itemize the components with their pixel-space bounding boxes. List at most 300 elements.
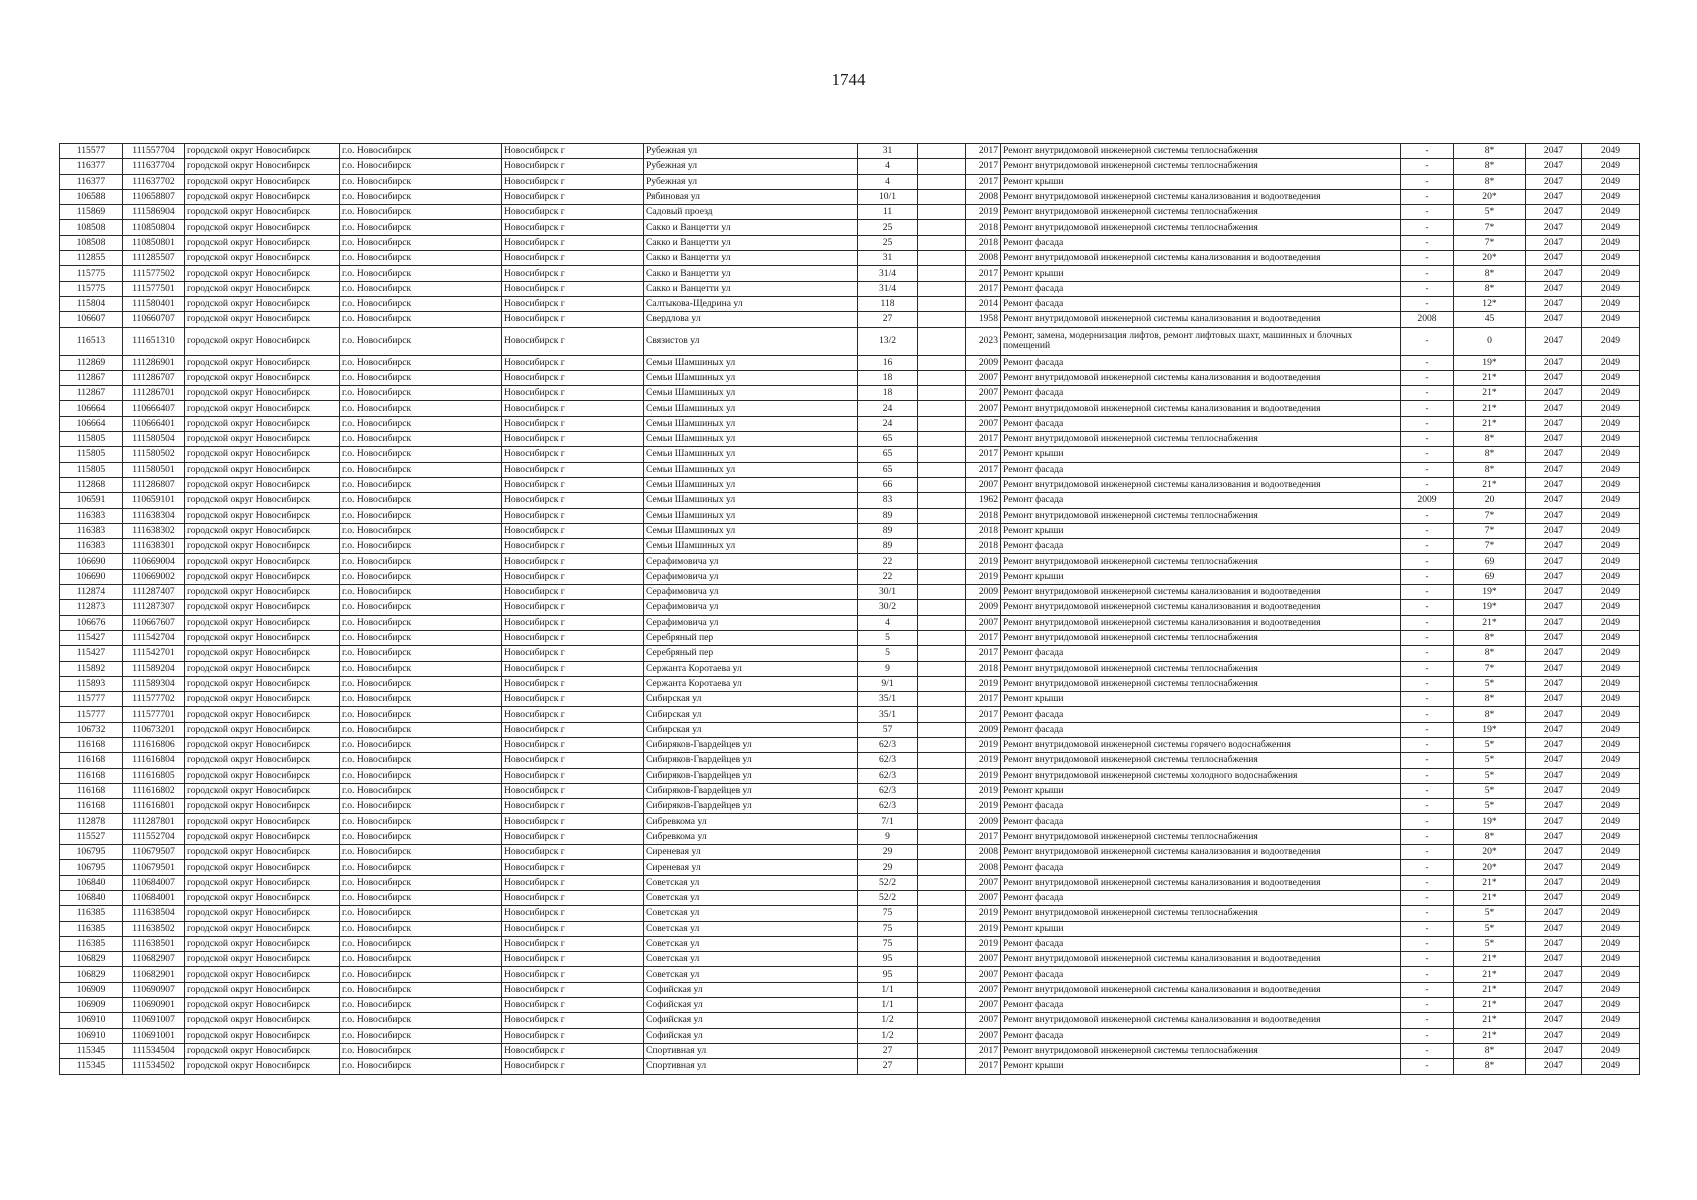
- wear-cell: 7*: [1454, 508, 1526, 523]
- year-cell: 2019: [966, 569, 1001, 584]
- last-repair-year-cell: -: [1401, 189, 1454, 204]
- district-cell: г.о. Новосибирск: [340, 159, 502, 174]
- year-cell: 2017: [966, 159, 1001, 174]
- street-cell: Советская ул: [644, 967, 858, 982]
- house-number-cell: 1/2: [858, 1028, 918, 1043]
- house-id-cell: 106840: [60, 890, 123, 905]
- building-cell: [918, 692, 966, 707]
- street-cell: Софийская ул: [644, 1013, 858, 1028]
- record-id-cell: 110682901: [123, 967, 185, 982]
- plan-start-year-cell: 2047: [1526, 205, 1582, 220]
- city-cell: Новосибирск г: [502, 281, 644, 296]
- table-row: [60, 753, 1640, 768]
- year-cell: 2017: [966, 281, 1001, 296]
- year-cell: 2017: [966, 692, 1001, 707]
- municipality-cell: городской округ Новосибирск: [185, 251, 340, 266]
- city-cell: Новосибирск г: [502, 600, 644, 615]
- house-number-cell: 5: [858, 630, 918, 645]
- municipality-cell: городской округ Новосибирск: [185, 676, 340, 691]
- wear-cell: 21*: [1454, 952, 1526, 967]
- house-number-cell: 30/2: [858, 600, 918, 615]
- record-id-cell: 111542704: [123, 630, 185, 645]
- record-id-cell: 111637704: [123, 159, 185, 174]
- plan-start-year-cell: 2047: [1526, 860, 1582, 875]
- district-cell: г.о. Новосибирск: [340, 998, 502, 1013]
- municipality-cell: городской округ Новосибирск: [185, 327, 340, 355]
- city-cell: Новосибирск г: [502, 845, 644, 860]
- house-id-cell: 112873: [60, 600, 123, 615]
- municipality-cell: городской округ Новосибирск: [185, 799, 340, 814]
- building-cell: [918, 585, 966, 600]
- wear-cell: 5*: [1454, 768, 1526, 783]
- table-row: [60, 768, 1640, 783]
- work-type-cell: Ремонт крыши: [1001, 921, 1401, 936]
- house-number-cell: 35/1: [858, 692, 918, 707]
- building-cell: [918, 462, 966, 477]
- city-cell: Новосибирск г: [502, 432, 644, 447]
- street-cell: Серафимовича ул: [644, 615, 858, 630]
- plan-end-year-cell: 2049: [1582, 982, 1640, 997]
- building-cell: [918, 906, 966, 921]
- city-cell: Новосибирск г: [502, 737, 644, 752]
- building-cell: [918, 327, 966, 355]
- building-cell: [918, 952, 966, 967]
- plan-end-year-cell: 2049: [1582, 921, 1640, 936]
- record-id-cell: 111638502: [123, 921, 185, 936]
- municipality-cell: городской округ Новосибирск: [185, 890, 340, 905]
- municipality-cell: городской округ Новосибирск: [185, 722, 340, 737]
- plan-start-year-cell: 2047: [1526, 692, 1582, 707]
- work-type-cell: Ремонт фасада: [1001, 814, 1401, 829]
- record-id-cell: 111589304: [123, 676, 185, 691]
- plan-end-year-cell: 2049: [1582, 1028, 1640, 1043]
- street-cell: Сержанта Коротаева ул: [644, 676, 858, 691]
- work-type-cell: Ремонт фасада: [1001, 235, 1401, 250]
- house-number-cell: 9/1: [858, 676, 918, 691]
- plan-end-year-cell: 2049: [1582, 416, 1640, 431]
- house-id-cell: 108508: [60, 235, 123, 250]
- house-id-cell: 112868: [60, 477, 123, 492]
- district-cell: г.о. Новосибирск: [340, 266, 502, 281]
- year-cell: 2007: [966, 477, 1001, 492]
- district-cell: г.о. Новосибирск: [340, 296, 502, 311]
- street-cell: Спортивная ул: [644, 1043, 858, 1058]
- district-cell: г.о. Новосибирск: [340, 1059, 502, 1074]
- house-number-cell: 4: [858, 615, 918, 630]
- wear-cell: 21*: [1454, 615, 1526, 630]
- plan-end-year-cell: 2049: [1582, 205, 1640, 220]
- municipality-cell: городской округ Новосибирск: [185, 692, 340, 707]
- plan-start-year-cell: 2047: [1526, 401, 1582, 416]
- record-id-cell: 111638301: [123, 539, 185, 554]
- table-row: [60, 845, 1640, 860]
- street-cell: Рубежная ул: [644, 174, 858, 189]
- municipality-cell: городской округ Новосибирск: [185, 523, 340, 538]
- plan-end-year-cell: 2049: [1582, 737, 1640, 752]
- table-row: [60, 493, 1640, 508]
- house-number-cell: 62/3: [858, 737, 918, 752]
- record-id-cell: 110690901: [123, 998, 185, 1013]
- municipality-cell: городской округ Новосибирск: [185, 462, 340, 477]
- work-type-cell: Ремонт внутридомовой инженерной системы канализования и водоотведения: [1001, 952, 1401, 967]
- table-row: [60, 386, 1640, 401]
- district-cell: г.о. Новосибирск: [340, 630, 502, 645]
- house-id-cell: 115805: [60, 447, 123, 462]
- municipality-cell: городской округ Новосибирск: [185, 783, 340, 798]
- district-cell: г.о. Новосибирск: [340, 355, 502, 370]
- plan-start-year-cell: 2047: [1526, 370, 1582, 385]
- municipality-cell: городской округ Новосибирск: [185, 205, 340, 220]
- city-cell: Новосибирск г: [502, 692, 644, 707]
- municipality-cell: городской округ Новосибирск: [185, 281, 340, 296]
- plan-start-year-cell: 2047: [1526, 355, 1582, 370]
- table-row: [60, 967, 1640, 982]
- city-cell: Новосибирск г: [502, 1013, 644, 1028]
- work-type-cell: Ремонт внутридомовой инженерной системы канализования и водоотведения: [1001, 401, 1401, 416]
- district-cell: г.о. Новосибирск: [340, 189, 502, 204]
- record-id-cell: 111577702: [123, 692, 185, 707]
- wear-cell: 8*: [1454, 174, 1526, 189]
- district-cell: г.о. Новосибирск: [340, 661, 502, 676]
- municipality-cell: городской округ Новосибирск: [185, 814, 340, 829]
- wear-cell: 19*: [1454, 722, 1526, 737]
- municipality-cell: городской округ Новосибирск: [185, 768, 340, 783]
- record-id-cell: 111286701: [123, 386, 185, 401]
- district-cell: г.о. Новосибирск: [340, 860, 502, 875]
- district-cell: г.о. Новосибирск: [340, 508, 502, 523]
- year-cell: 2008: [966, 251, 1001, 266]
- house-id-cell: 115345: [60, 1059, 123, 1074]
- plan-start-year-cell: 2047: [1526, 630, 1582, 645]
- plan-end-year-cell: 2049: [1582, 661, 1640, 676]
- street-cell: Рубежная ул: [644, 144, 858, 159]
- plan-start-year-cell: 2047: [1526, 327, 1582, 355]
- street-cell: Свердлова ул: [644, 312, 858, 327]
- year-cell: 2007: [966, 967, 1001, 982]
- municipality-cell: городской округ Новосибирск: [185, 569, 340, 584]
- house-number-cell: 95: [858, 952, 918, 967]
- street-cell: Сакко и Ванцетти ул: [644, 266, 858, 281]
- last-repair-year-cell: -: [1401, 585, 1454, 600]
- last-repair-year-cell: -: [1401, 1013, 1454, 1028]
- building-cell: [918, 998, 966, 1013]
- wear-cell: 5*: [1454, 783, 1526, 798]
- building-cell: [918, 159, 966, 174]
- plan-start-year-cell: 2047: [1526, 707, 1582, 722]
- last-repair-year-cell: -: [1401, 952, 1454, 967]
- building-cell: [918, 539, 966, 554]
- plan-end-year-cell: 2049: [1582, 998, 1640, 1013]
- last-repair-year-cell: -: [1401, 447, 1454, 462]
- city-cell: Новосибирск г: [502, 875, 644, 890]
- wear-cell: 7*: [1454, 539, 1526, 554]
- work-type-cell: Ремонт фасада: [1001, 539, 1401, 554]
- district-cell: г.о. Новосибирск: [340, 312, 502, 327]
- building-cell: [918, 1013, 966, 1028]
- wear-cell: 8*: [1454, 266, 1526, 281]
- record-id-cell: 111534504: [123, 1043, 185, 1058]
- last-repair-year-cell: -: [1401, 799, 1454, 814]
- record-id-cell: 111552704: [123, 829, 185, 844]
- plan-end-year-cell: 2049: [1582, 676, 1640, 691]
- house-number-cell: 95: [858, 967, 918, 982]
- table-row: [60, 477, 1640, 492]
- municipality-cell: городской округ Новосибирск: [185, 539, 340, 554]
- building-cell: [918, 1043, 966, 1058]
- street-cell: Сакко и Ванцетти ул: [644, 251, 858, 266]
- year-cell: 2017: [966, 432, 1001, 447]
- plan-end-year-cell: 2049: [1582, 296, 1640, 311]
- building-cell: [918, 554, 966, 569]
- house-number-cell: 31: [858, 144, 918, 159]
- plan-end-year-cell: 2049: [1582, 220, 1640, 235]
- house-number-cell: 10/1: [858, 189, 918, 204]
- street-cell: Серебряный пер: [644, 630, 858, 645]
- work-type-cell: Ремонт фасада: [1001, 707, 1401, 722]
- building-cell: [918, 174, 966, 189]
- record-id-cell: 111534502: [123, 1059, 185, 1074]
- last-repair-year-cell: -: [1401, 890, 1454, 905]
- table-row: [60, 355, 1640, 370]
- house-id-cell: 106588: [60, 189, 123, 204]
- work-type-cell: Ремонт фасада: [1001, 493, 1401, 508]
- house-id-cell: 115577: [60, 144, 123, 159]
- district-cell: г.о. Новосибирск: [340, 1043, 502, 1058]
- city-cell: Новосибирск г: [502, 921, 644, 936]
- table-row: [60, 737, 1640, 752]
- wear-cell: 5*: [1454, 799, 1526, 814]
- work-type-cell: Ремонт внутридомовой инженерной системы теплоснабжения: [1001, 753, 1401, 768]
- municipality-cell: городской округ Новосибирск: [185, 416, 340, 431]
- work-type-cell: Ремонт внутридомовой инженерной системы теплоснабжения: [1001, 661, 1401, 676]
- wear-cell: 21*: [1454, 875, 1526, 890]
- district-cell: г.о. Новосибирск: [340, 768, 502, 783]
- table-row: [60, 952, 1640, 967]
- plan-end-year-cell: 2049: [1582, 569, 1640, 584]
- last-repair-year-cell: -: [1401, 936, 1454, 951]
- last-repair-year-cell: -: [1401, 144, 1454, 159]
- wear-cell: 7*: [1454, 235, 1526, 250]
- last-repair-year-cell: -: [1401, 462, 1454, 477]
- work-type-cell: Ремонт внутридомовой инженерной системы горячего водоснабжения: [1001, 737, 1401, 752]
- city-cell: Новосибирск г: [502, 936, 644, 951]
- work-type-cell: Ремонт фасада: [1001, 967, 1401, 982]
- plan-end-year-cell: 2049: [1582, 508, 1640, 523]
- record-id-cell: 111557704: [123, 144, 185, 159]
- building-cell: [918, 753, 966, 768]
- district-cell: г.о. Новосибирск: [340, 585, 502, 600]
- table-row: [60, 630, 1640, 645]
- district-cell: г.о. Новосибирск: [340, 523, 502, 538]
- year-cell: 2014: [966, 296, 1001, 311]
- building-cell: [918, 370, 966, 385]
- plan-end-year-cell: 2049: [1582, 952, 1640, 967]
- year-cell: 2023: [966, 327, 1001, 355]
- record-id-cell: 110666407: [123, 401, 185, 416]
- last-repair-year-cell: -: [1401, 600, 1454, 615]
- plan-start-year-cell: 2047: [1526, 875, 1582, 890]
- district-cell: г.о. Новосибирск: [340, 554, 502, 569]
- house-id-cell: 106795: [60, 860, 123, 875]
- plan-start-year-cell: 2047: [1526, 296, 1582, 311]
- house-id-cell: 106910: [60, 1013, 123, 1028]
- house-id-cell: 116383: [60, 523, 123, 538]
- house-number-cell: 29: [858, 845, 918, 860]
- house-number-cell: 13/2: [858, 327, 918, 355]
- last-repair-year-cell: -: [1401, 569, 1454, 584]
- record-id-cell: 110682907: [123, 952, 185, 967]
- last-repair-year-cell: -: [1401, 1043, 1454, 1058]
- street-cell: Сибирская ул: [644, 692, 858, 707]
- house-id-cell: 106829: [60, 967, 123, 982]
- last-repair-year-cell: -: [1401, 477, 1454, 492]
- last-repair-year-cell: -: [1401, 845, 1454, 860]
- work-type-cell: Ремонт внутридомовой инженерной системы теплоснабжения: [1001, 829, 1401, 844]
- street-cell: Сибревкома ул: [644, 814, 858, 829]
- city-cell: Новосибирск г: [502, 205, 644, 220]
- last-repair-year-cell: -: [1401, 432, 1454, 447]
- table-row: [60, 890, 1640, 905]
- record-id-cell: 111616804: [123, 753, 185, 768]
- street-cell: Садовый проезд: [644, 205, 858, 220]
- year-cell: 2008: [966, 845, 1001, 860]
- district-cell: г.о. Новосибирск: [340, 829, 502, 844]
- house-number-cell: 89: [858, 539, 918, 554]
- table-row: [60, 312, 1640, 327]
- work-type-cell: Ремонт фасада: [1001, 355, 1401, 370]
- building-cell: [918, 845, 966, 860]
- building-cell: [918, 875, 966, 890]
- record-id-cell: 110660707: [123, 312, 185, 327]
- work-type-cell: Ремонт внутридомовой инженерной системы холодного водоснабжения: [1001, 768, 1401, 783]
- district-cell: г.о. Новосибирск: [340, 386, 502, 401]
- plan-start-year-cell: 2047: [1526, 220, 1582, 235]
- year-cell: 2017: [966, 447, 1001, 462]
- year-cell: 2007: [966, 416, 1001, 431]
- year-cell: 2017: [966, 630, 1001, 645]
- district-cell: г.о. Новосибирск: [340, 174, 502, 189]
- municipality-cell: городской округ Новосибирск: [185, 401, 340, 416]
- house-id-cell: 112878: [60, 814, 123, 829]
- year-cell: 2018: [966, 220, 1001, 235]
- municipality-cell: городской округ Новосибирск: [185, 1043, 340, 1058]
- municipality-cell: городской округ Новосибирск: [185, 585, 340, 600]
- last-repair-year-cell: -: [1401, 416, 1454, 431]
- city-cell: Новосибирск г: [502, 235, 644, 250]
- plan-end-year-cell: 2049: [1582, 493, 1640, 508]
- house-id-cell: 112867: [60, 386, 123, 401]
- street-cell: Семьи Шамшиных ул: [644, 355, 858, 370]
- plan-start-year-cell: 2047: [1526, 493, 1582, 508]
- municipality-cell: городской округ Новосибирск: [185, 737, 340, 752]
- plan-end-year-cell: 2049: [1582, 327, 1640, 355]
- wear-cell: 8*: [1454, 281, 1526, 296]
- plan-start-year-cell: 2047: [1526, 508, 1582, 523]
- building-cell: [918, 251, 966, 266]
- wear-cell: 5*: [1454, 737, 1526, 752]
- plan-end-year-cell: 2049: [1582, 159, 1640, 174]
- work-type-cell: Ремонт внутридомовой инженерной системы канализования и водоотведения: [1001, 477, 1401, 492]
- wear-cell: 8*: [1454, 646, 1526, 661]
- year-cell: 2019: [966, 936, 1001, 951]
- building-cell: [918, 508, 966, 523]
- street-cell: Софийская ул: [644, 998, 858, 1013]
- street-cell: Софийская ул: [644, 1028, 858, 1043]
- record-id-cell: 111616802: [123, 783, 185, 798]
- table-row: [60, 251, 1640, 266]
- street-cell: Семьи Шамшиных ул: [644, 447, 858, 462]
- year-cell: 2007: [966, 1028, 1001, 1043]
- house-number-cell: 89: [858, 508, 918, 523]
- building-cell: [918, 967, 966, 982]
- wear-cell: 20*: [1454, 860, 1526, 875]
- street-cell: Семьи Шамшиных ул: [644, 370, 858, 385]
- wear-cell: 19*: [1454, 600, 1526, 615]
- house-id-cell: 106829: [60, 952, 123, 967]
- municipality-cell: городской округ Новосибирск: [185, 967, 340, 982]
- municipality-cell: городской округ Новосибирск: [185, 998, 340, 1013]
- house-id-cell: 108508: [60, 220, 123, 235]
- municipality-cell: городской округ Новосибирск: [185, 661, 340, 676]
- last-repair-year-cell: -: [1401, 875, 1454, 890]
- building-cell: [918, 829, 966, 844]
- record-id-cell: 111638504: [123, 906, 185, 921]
- building-cell: [918, 205, 966, 220]
- year-cell: 2017: [966, 174, 1001, 189]
- wear-cell: 5*: [1454, 205, 1526, 220]
- house-id-cell: 106732: [60, 722, 123, 737]
- city-cell: Новосибирск г: [502, 585, 644, 600]
- last-repair-year-cell: -: [1401, 860, 1454, 875]
- city-cell: Новосибирск г: [502, 462, 644, 477]
- district-cell: г.о. Новосибирск: [340, 1028, 502, 1043]
- plan-start-year-cell: 2047: [1526, 432, 1582, 447]
- last-repair-year-cell: -: [1401, 646, 1454, 661]
- last-repair-year-cell: -: [1401, 235, 1454, 250]
- building-cell: [918, 569, 966, 584]
- house-id-cell: 115805: [60, 462, 123, 477]
- last-repair-year-cell: -: [1401, 829, 1454, 844]
- plan-start-year-cell: 2047: [1526, 783, 1582, 798]
- work-type-cell: Ремонт внутридомовой инженерной системы теплоснабжения: [1001, 676, 1401, 691]
- table-row: [60, 569, 1640, 584]
- year-cell: 2007: [966, 875, 1001, 890]
- wear-cell: 5*: [1454, 906, 1526, 921]
- street-cell: Сибирская ул: [644, 707, 858, 722]
- municipality-cell: городской округ Новосибирск: [185, 1059, 340, 1074]
- record-id-cell: 110679501: [123, 860, 185, 875]
- year-cell: 2009: [966, 355, 1001, 370]
- last-repair-year-cell: 2008: [1401, 312, 1454, 327]
- record-id-cell: 111577701: [123, 707, 185, 722]
- district-cell: г.о. Новосибирск: [340, 493, 502, 508]
- municipality-cell: городской округ Новосибирск: [185, 982, 340, 997]
- house-id-cell: 116377: [60, 174, 123, 189]
- record-id-cell: 110673201: [123, 722, 185, 737]
- municipality-cell: городской округ Новосибирск: [185, 952, 340, 967]
- plan-start-year-cell: 2047: [1526, 281, 1582, 296]
- work-type-cell: Ремонт внутридомовой инженерной системы канализования и водоотведения: [1001, 615, 1401, 630]
- work-type-cell: Ремонт внутридомовой инженерной системы канализования и водоотведения: [1001, 251, 1401, 266]
- street-cell: Сибиряков-Гвардейцев ул: [644, 753, 858, 768]
- building-cell: [918, 814, 966, 829]
- wear-cell: 5*: [1454, 753, 1526, 768]
- table-row: [60, 1059, 1640, 1074]
- street-cell: Сибиряков-Гвардейцев ул: [644, 737, 858, 752]
- plan-end-year-cell: 2049: [1582, 1059, 1640, 1074]
- house-number-cell: 75: [858, 906, 918, 921]
- year-cell: 2007: [966, 952, 1001, 967]
